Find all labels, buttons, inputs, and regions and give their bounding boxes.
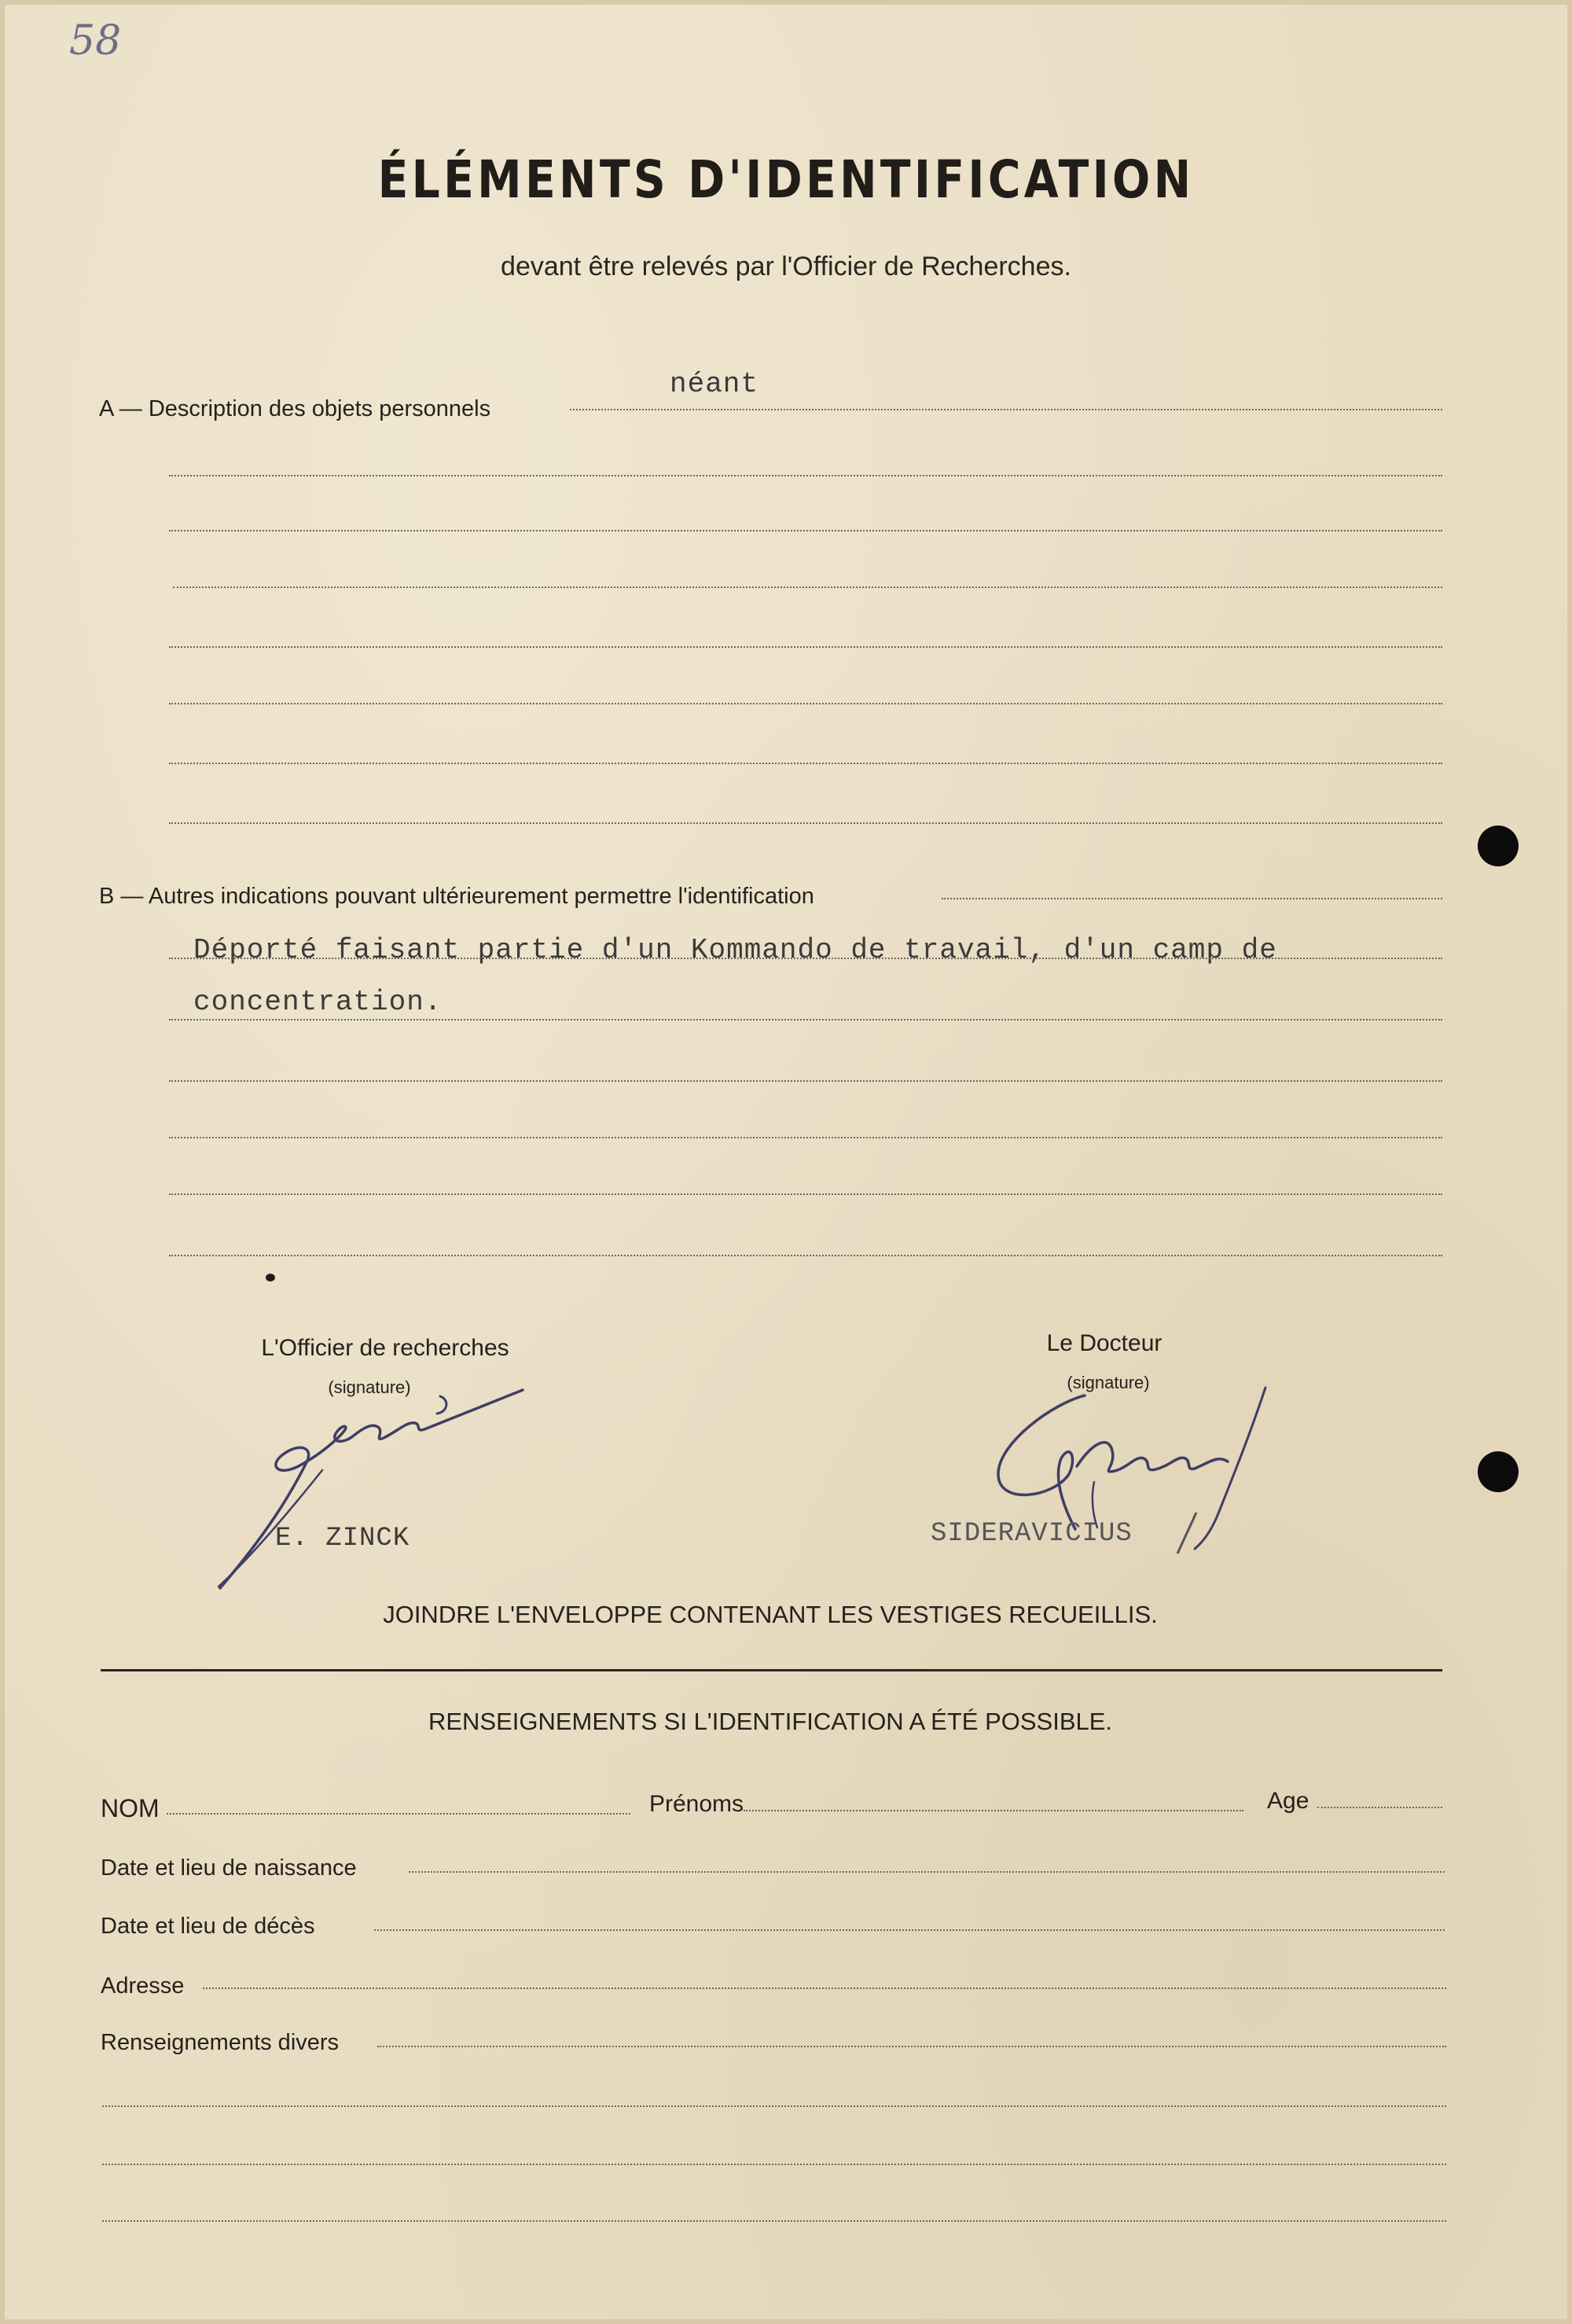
section-a-value: néant	[670, 368, 759, 400]
section-b-line-6	[169, 1193, 1442, 1195]
section-b-line-2	[169, 958, 1442, 959]
info-heading: RENSEIGNEMENTS SI L'IDENTIFICATION A ÉTÉ POSSIBLE.	[428, 1708, 1113, 1735]
ink-speck	[266, 1274, 275, 1282]
join-envelope-notice: JOINDRE L'ENVELOPPE CONTENANT LES VESTIGES RECUEILLIS.	[383, 1601, 1158, 1628]
section-separator	[101, 1669, 1442, 1671]
section-a-label: A — Description des objets personnels	[99, 396, 491, 421]
section-a-line-1	[570, 409, 1442, 410]
officer-signature-label: (signature)	[328, 1377, 411, 1397]
section-a-line-7	[169, 763, 1442, 764]
section-a-line-5	[169, 646, 1442, 648]
punch-hole-upper	[1478, 826, 1519, 866]
field-divers-label: Renseignements divers	[101, 2030, 340, 2055]
field-divers-line-4	[102, 2220, 1446, 2222]
punch-hole-lower	[1478, 1451, 1519, 1492]
field-deces-line	[374, 1929, 1445, 1931]
officer-name: E. ZINCK	[275, 1524, 410, 1554]
field-nom-label: NOM	[101, 1794, 160, 1822]
section-a-line-4	[173, 587, 1442, 588]
section-a-line-6	[169, 703, 1442, 704]
doctor-name: SIDERAVICIUS	[931, 1519, 1133, 1549]
section-b-line-5	[169, 1137, 1442, 1138]
field-prenoms-label: Prénoms	[649, 1791, 744, 1817]
field-naissance-label: Date et lieu de naissance	[101, 1855, 357, 1881]
field-nom-line	[167, 1813, 630, 1815]
section-b-line-3	[169, 1019, 1442, 1020]
section-b-line-4	[169, 1080, 1442, 1082]
section-b-text-line-2: concentration.	[193, 986, 443, 1018]
section-b-line-1	[942, 898, 1442, 899]
field-divers-line-1	[377, 2046, 1446, 2047]
section-a-line-2	[169, 475, 1442, 476]
field-divers-line-2	[102, 2105, 1446, 2107]
form-subtitle: devant être relevés par l'Officier de Recherches.	[501, 252, 1071, 281]
form-title: ÉLÉMENTS D'IDENTIFICATION	[377, 149, 1195, 210]
officer-signature	[204, 1376, 534, 1596]
doctor-name-slash	[1171, 1509, 1203, 1557]
section-b-text-line-1: Déporté faisant partie d'un Kommando de travail, d'un camp de	[193, 934, 1277, 966]
field-naissance-line	[409, 1871, 1445, 1873]
field-deces-label: Date et lieu de décès	[101, 1914, 315, 1939]
section-a-line-3	[169, 530, 1442, 531]
field-adresse-label: Adresse	[101, 1973, 185, 1999]
section-b-label: B — Autres indications pouvant ultérieurement permettre l'identification	[99, 884, 814, 909]
field-divers-line-3	[102, 2164, 1446, 2165]
field-adresse-line	[203, 1988, 1446, 1989]
archive-number: 58	[69, 17, 122, 64]
field-prenoms-line	[744, 1810, 1243, 1811]
officer-title: L'Officier de recherches	[261, 1335, 509, 1361]
field-age-label: Age	[1267, 1788, 1309, 1814]
section-a-line-8	[169, 822, 1442, 824]
field-age-line	[1317, 1807, 1442, 1808]
doctor-signature-label: (signature)	[1067, 1373, 1150, 1392]
section-b-line-7	[169, 1255, 1442, 1256]
doctor-title: Le Docteur	[1046, 1330, 1162, 1356]
